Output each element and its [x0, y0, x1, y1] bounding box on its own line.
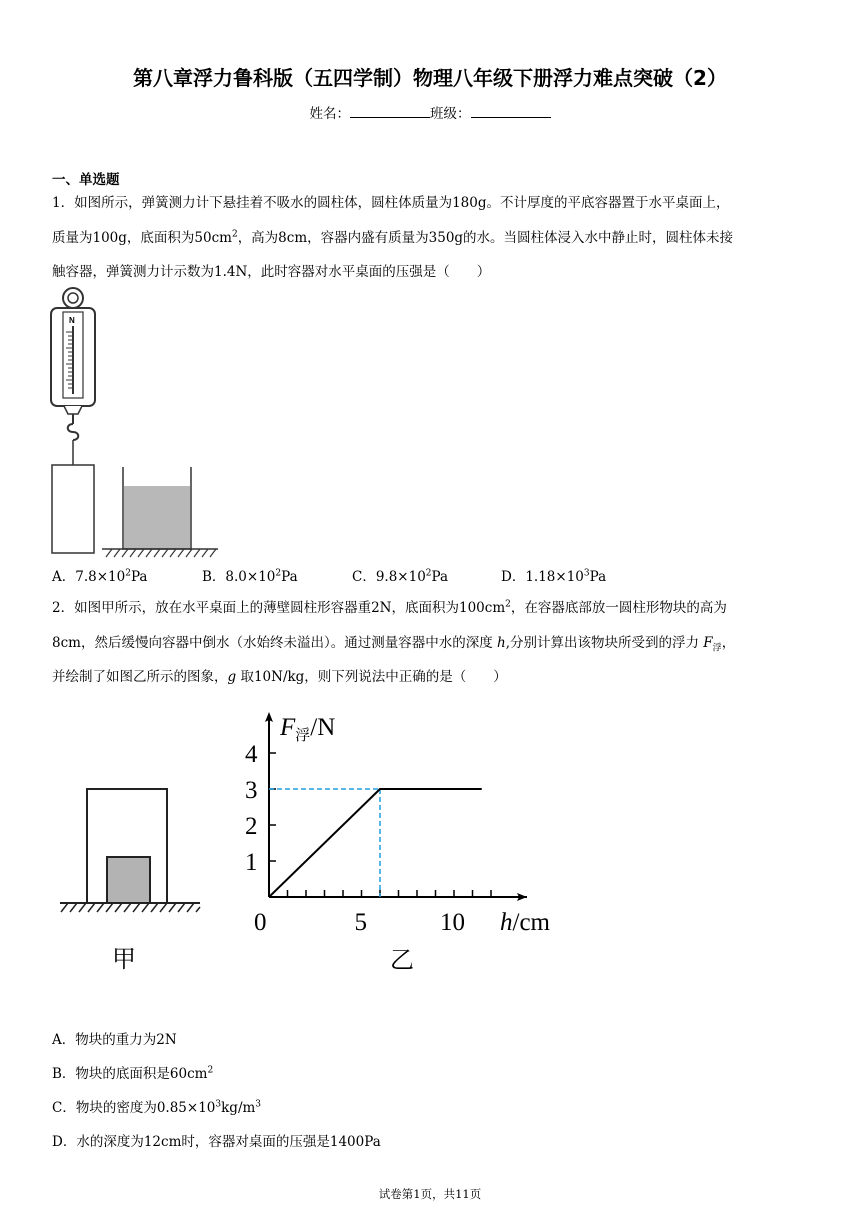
buoyancy-line [269, 789, 482, 897]
y-tick-label: 2 [245, 813, 258, 840]
scale-unit-letter: N [69, 316, 75, 325]
name-label: 姓名： [309, 106, 350, 122]
page-footer: 试卷第1页，共11页 [378, 1187, 482, 1201]
fig-yi-label: 乙 [390, 946, 414, 974]
fig-jia-label: 甲 [112, 945, 136, 973]
page-title: 第八章浮力鲁科版（五四学制）物理八年级下册浮力难点突破（2） [133, 66, 727, 90]
q1-option-b[interactable]: B．$8.0\times 10^2Pa$ [202, 568, 298, 585]
section-title: 一、单选题 [52, 172, 120, 188]
chart-xlabel: h/cm [500, 909, 550, 936]
question-2-text [52, 591, 832, 695]
chart-ylabel: $F_浮/N$ [280, 714, 336, 744]
q2-line-3: 并绘制了如图乙所示的图象，g 取10N/kg，则下列说法中正确的是（ ） [52, 669, 507, 685]
question-1-text [52, 186, 832, 290]
q2-line-2: 8cm，然后缓慢向容器中倒水（水始终未溢出）。通过测量容器中水的深度 h,分别计算出该物块所受到的浮力 $F_浮$， [52, 634, 736, 654]
y-tick-label: 1 [245, 849, 258, 876]
name-blank[interactable] [350, 105, 430, 118]
q2-option-b[interactable]: B．物块的底面积是$60cm^2$ [52, 1065, 214, 1082]
class-blank[interactable] [471, 105, 551, 118]
q2-figure-jia [55, 785, 205, 975]
q2-chart [240, 700, 570, 980]
cylinder [52, 465, 94, 553]
x-tick-label: 10 [440, 909, 465, 936]
scale-ring [63, 288, 83, 308]
q2-option-c[interactable]: C．物块的密度为$0.85\times 10^3kg/m^3$ [52, 1099, 262, 1116]
x-tick-label: 5 [354, 909, 367, 936]
q2-line-1: 2．如图甲所示，放在水平桌面上的薄壁圆柱形容器重2N，底面积为$100cm^2$，在容器底部放一圆柱形物块的高为 [52, 599, 727, 616]
class-label: 班级： [430, 106, 471, 122]
scale-hook [68, 424, 79, 440]
water [124, 486, 190, 549]
student-info [0, 102, 860, 122]
q1-line-3: 触容器，弹簧测力计示数为1.4N，此时容器对水平桌面的压强是（ ） [52, 264, 491, 280]
q1-figure [46, 286, 246, 561]
q1-option-c[interactable]: C．$9.8\times 10^2Pa$ [352, 568, 449, 585]
q1-option-d[interactable]: D．$1.18\times 10^3Pa$ [501, 568, 607, 585]
q2-option-a[interactable]: A．物块的重力为2N [52, 1032, 177, 1048]
y-tick-label: 4 [245, 741, 258, 768]
q2-option-d[interactable]: D．水的深度为12cm时，容器对桌面的压强是1400Pa [52, 1134, 381, 1150]
y-tick-label: 3 [245, 777, 258, 804]
q1-line-1: 1．如图所示，弹簧测力计下悬挂着不吸水的圆柱体，圆柱体质量为180g。不计厚度的平底容器置于水平桌面上， [52, 195, 730, 211]
q1-line-2: 质量为100g，底面积为$50cm^2$，高为8cm，容器内盛有质量为350g的水。当圆柱体浸入水中静止时，圆柱体未接 [52, 229, 734, 246]
x-tick-label: 0 [254, 909, 267, 936]
q1-option-a[interactable]: A．$7.8\times 10^2Pa$ [52, 568, 148, 585]
jia-block [107, 857, 150, 903]
